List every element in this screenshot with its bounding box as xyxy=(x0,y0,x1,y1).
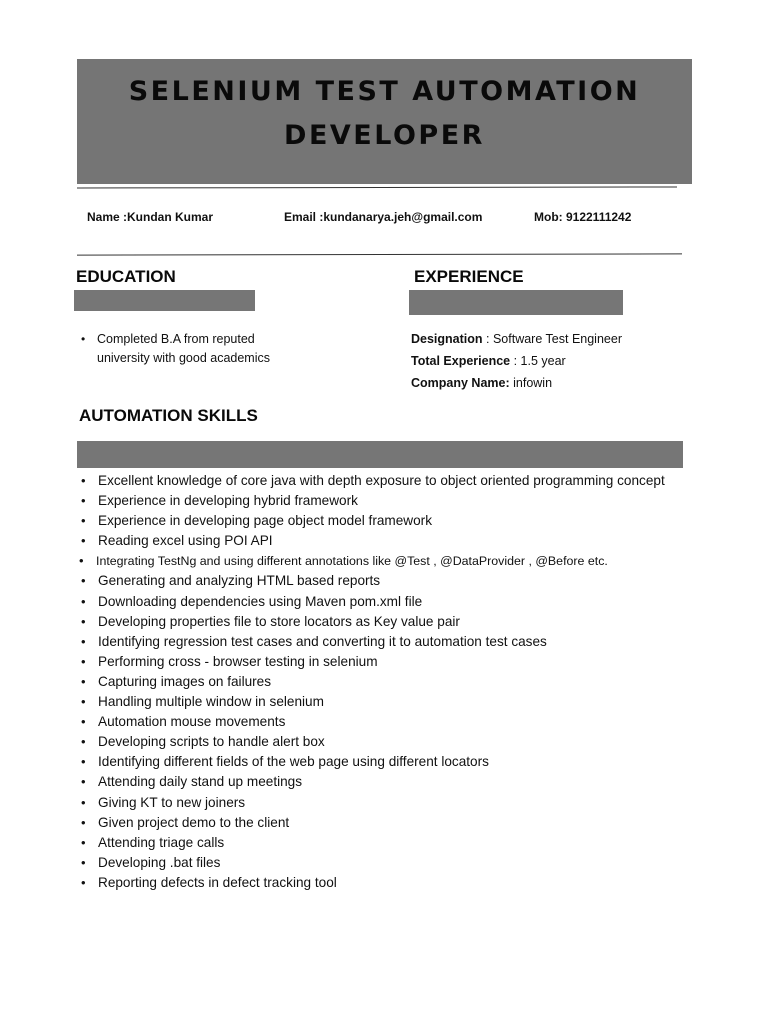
list-item: • Developing properties file to store locators as Key value pair xyxy=(98,612,708,632)
experience-bar xyxy=(409,290,623,315)
total-experience-row xyxy=(411,352,622,374)
list-item: • Giving KT to new joiners xyxy=(98,793,708,813)
list-item: • Generating and analyzing HTML based reports xyxy=(98,571,708,591)
company-row xyxy=(411,374,622,396)
designation-label: Designation xyxy=(411,332,483,346)
title-line-2: DEVELOPER xyxy=(284,120,485,151)
list-item: • Automation mouse movements xyxy=(98,712,708,732)
list-item: • Integrating TestNg and using different annotations like @Test , @DataProvider , @Before etc. xyxy=(96,551,706,571)
divider-top xyxy=(77,186,677,188)
education-list xyxy=(97,330,272,367)
skills-heading: AUTOMATION SKILLS xyxy=(79,406,258,425)
list-item: • Completed B.A from reputed university with good academics xyxy=(97,330,272,367)
divider-bottom xyxy=(77,253,682,255)
list-item: • Attending triage calls xyxy=(98,833,708,853)
contact-mobile: Mob: 9122111242 xyxy=(534,210,632,224)
company-value: infowin xyxy=(509,376,553,390)
education-heading: EDUCATION xyxy=(76,267,176,286)
designation-value: : Software Test Engineer xyxy=(482,332,622,346)
title-line-1: SELENIUM TEST AUTOMATION xyxy=(128,76,641,107)
experience-heading: EXPERIENCE xyxy=(414,267,524,286)
list-item: • Experience in developing page object model framework xyxy=(98,511,708,531)
list-item: • Excellent knowledge of core java with depth exposure to object oriented programming concept xyxy=(98,471,708,491)
experience-details xyxy=(411,330,622,396)
page-title xyxy=(77,70,692,158)
list-item: • Handling multiple window in selenium xyxy=(98,692,708,712)
list-item: • Performing cross - browser testing in selenium xyxy=(98,652,708,672)
list-item: • Given project demo to the client xyxy=(98,813,708,833)
list-item: • Downloading dependencies using Maven pom.xml file xyxy=(98,592,708,612)
list-item: • Identifying regression test cases and converting it to automation test cases xyxy=(98,632,708,652)
education-bar xyxy=(74,290,255,311)
total-experience-value: : 1.5 year xyxy=(510,354,566,368)
skills-bar xyxy=(77,441,683,468)
designation-row xyxy=(411,330,622,352)
list-item: • Attending daily stand up meetings xyxy=(98,772,708,792)
contact-name: Name :Kundan Kumar xyxy=(87,210,214,224)
list-item: • Developing .bat files xyxy=(98,853,708,873)
contact-email: Email :kundanarya.jeh@gmail.com xyxy=(284,210,483,224)
list-item: • Capturing images on failures xyxy=(98,672,708,692)
skills-list xyxy=(98,471,708,893)
list-item: • Developing scripts to handle alert box xyxy=(98,732,708,752)
list-item: • Identifying different fields of the web page using different locators xyxy=(98,752,708,772)
list-item: • Reporting defects in defect tracking tool xyxy=(98,873,708,893)
list-item: • Reading excel using POI API xyxy=(98,531,708,551)
total-experience-label: Total Experience xyxy=(411,354,511,368)
company-label: Company Name: xyxy=(411,376,510,390)
list-item: • Experience in developing hybrid framework xyxy=(98,491,708,511)
